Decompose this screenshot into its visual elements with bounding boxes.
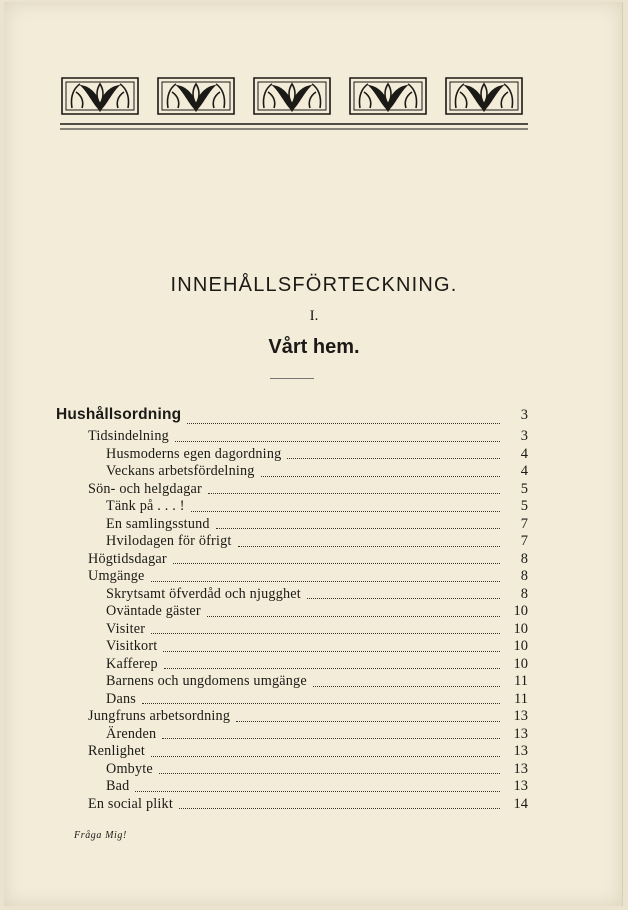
toc-entry-page: 7 (520, 533, 528, 549)
dot-leader (307, 597, 500, 599)
toc-entry-label: Högtidsdagar (88, 550, 167, 567)
toc-entry-label: Oväntade gäster (106, 603, 201, 619)
toc-entry-label: Visiter (106, 620, 146, 637)
toc-entry (56, 796, 528, 814)
page-title: INNEHÅLLSFÖRTECKNING. (170, 274, 458, 296)
toc-entry-label: Ärenden (106, 725, 157, 742)
toc-entry-page: 5 (520, 498, 528, 514)
dot-leader (261, 475, 500, 477)
dot-leader (191, 510, 500, 512)
dot-leader (162, 737, 500, 739)
toc-entry (56, 638, 528, 656)
toc-entry-label: En samlingsstund (106, 515, 210, 532)
toc-entry-label: Visitkort (106, 638, 158, 654)
part-title: Vårt hem. (268, 336, 360, 358)
toc-entry-page: 13 (513, 708, 528, 724)
toc-entry (56, 778, 528, 796)
toc-entry-page: 10 (513, 620, 528, 637)
dot-leader (163, 650, 500, 652)
toc-entry-page: 11 (514, 690, 528, 707)
toc-entry (56, 708, 528, 726)
dot-leader (173, 562, 500, 564)
dot-leader (151, 580, 500, 582)
dot-leader (175, 440, 500, 442)
toc-entry (56, 673, 528, 691)
toc-entry (56, 463, 528, 481)
dot-leader (135, 790, 500, 792)
toc-entry-page: 8 (520, 550, 528, 567)
dot-leader (151, 632, 500, 634)
toc-entry (56, 481, 528, 499)
dot-leader (216, 527, 500, 529)
toc-entry (56, 726, 528, 744)
toc-entry-page: 10 (513, 655, 528, 672)
toc-entry-page: 5 (520, 480, 528, 497)
dot-leader (238, 545, 500, 547)
toc-entry-label: Hvilodagen för öfrigt (106, 533, 232, 549)
art-nouveau-floral-border-icon (58, 72, 530, 134)
toc-entry-page: 13 (513, 760, 528, 777)
toc-entry (56, 516, 528, 534)
toc-entry-page: 10 (513, 638, 528, 654)
toc-entry-label: Veckans arbetsfördelning (106, 463, 255, 479)
toc-entry-page: 13 (513, 743, 528, 759)
toc-entry-label: Renlighet (88, 743, 145, 759)
toc-entry (56, 691, 528, 709)
toc-entry-label: En social plikt (88, 795, 173, 812)
toc-entry (56, 551, 528, 569)
dot-leader (151, 755, 500, 757)
toc-entry (56, 761, 528, 779)
toc-entry (56, 621, 528, 639)
dot-leader (236, 720, 500, 722)
dot-leader (159, 772, 500, 774)
toc-entry (56, 498, 528, 516)
dot-leader (164, 667, 500, 669)
toc-entry-page: 10 (513, 603, 528, 619)
part-numeral: I. (309, 308, 319, 324)
toc-entry-page: 3 (520, 407, 528, 423)
toc-entry-label: Tänk på . . . ! (106, 498, 185, 514)
toc-entry-label: Kafferep (106, 655, 158, 672)
toc-entry (56, 428, 528, 446)
toc-entry-label: Skrytsamt öfverdåd och njugghet (106, 585, 301, 602)
toc-entry-label: Tidsindelning (88, 428, 169, 444)
toc-entry (56, 586, 528, 604)
toc-entry-page: 13 (513, 725, 528, 742)
toc-entry (56, 533, 528, 551)
toc-entry-label: Sön- och helgdagar (88, 480, 202, 497)
dot-leader (207, 615, 500, 617)
toc-entry (56, 402, 528, 428)
toc-entry-page: 13 (513, 778, 528, 794)
toc-entry-label: Bad (106, 778, 130, 794)
toc-entry-page: 8 (520, 568, 528, 584)
toc-entry (56, 446, 528, 464)
toc-entry-label: Jungfruns arbetsordning (88, 708, 231, 724)
toc-entry (56, 656, 528, 674)
table-of-contents (56, 402, 528, 813)
dot-leader (313, 685, 500, 687)
dot-leader (287, 457, 500, 459)
toc-entry-page: 11 (514, 673, 528, 689)
toc-entry-label: Husmoderns egen dagordning (106, 445, 282, 462)
dot-leader (179, 807, 500, 809)
dot-leader (187, 422, 500, 424)
toc-entry-page: 3 (520, 428, 528, 444)
dot-leader (142, 702, 500, 704)
toc-entry-label: Hushållsordning (56, 406, 182, 423)
toc-entry (56, 603, 528, 621)
toc-entry-page: 4 (520, 445, 528, 462)
toc-entry (56, 568, 528, 586)
toc-entry-label: Umgänge (88, 568, 145, 584)
dot-leader (208, 492, 500, 494)
toc-entry-page: 14 (513, 795, 528, 812)
toc-entry-page: 8 (520, 585, 528, 602)
toc-entry-label: Barnens och ungdomens umgänge (106, 673, 307, 689)
toc-entry-page: 4 (520, 463, 528, 479)
toc-entry-page: 7 (520, 515, 528, 532)
toc-entry-label: Ombyte (106, 760, 153, 777)
footer-note: Fråga Mig! (74, 830, 127, 841)
toc-entry-label: Dans (106, 690, 136, 707)
divider (270, 378, 314, 379)
toc-entry (56, 743, 528, 761)
